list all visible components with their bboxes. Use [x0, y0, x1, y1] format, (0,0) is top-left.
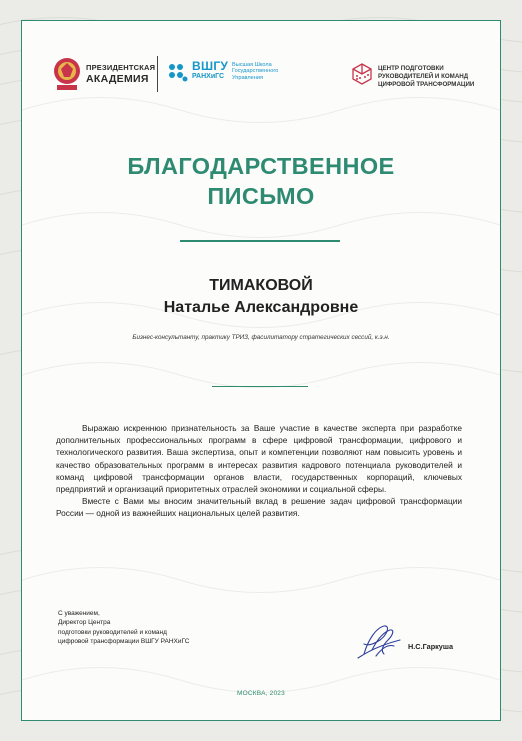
presidential-academy-logo: [52, 55, 156, 97]
section-divider: [212, 386, 308, 387]
center-line2: РУКОВОДИТЕЛЕЙ И КОМАНД: [378, 72, 469, 80]
signature-block: [58, 609, 189, 646]
center-line1: ЦЕНТР ПОДГОТОВКИ: [378, 65, 444, 72]
vshgu-full-line3: Управления: [232, 74, 264, 81]
title-divider: [180, 240, 340, 242]
center-cube-icon: [350, 62, 374, 86]
vshgu-full-name: [232, 62, 292, 81]
body-paragraph-1: Выражаю искреннюю признательность за Ваше участие в качестве эксперта при разработке дополнительных профессиональных программ в сфере цифровой трансформации, цифрового и технологического развития. Ваша экспертиза, опыт и компетенции позволяют нам повысить уровень и качество образовательных программ в интересах развития кадрового потенциала руководителей и команд цифровой трансформации органов власти, государственных корпораций, ключевых предприятий и организаций приоритетных отраслей экономики и социальной сферы.: [56, 423, 462, 495]
sign-line2: Директор Центра: [58, 619, 111, 627]
logo-divider: [157, 56, 158, 92]
sign-line4: цифровой трансформации ВШГУ РАНХиГС: [58, 637, 190, 645]
document-title: [21, 151, 501, 211]
body-paragraph-2: Вместе с Вами мы вносим значительный вклад в решение задач цифровой трансформации России — одной из важнейших национальных целей развития.: [56, 496, 462, 519]
presidential-line2: АКАДЕМИЯ: [86, 72, 149, 85]
recipient-name: Наталье Александровне: [163, 299, 359, 316]
eagle-emblem-icon: [52, 55, 82, 95]
letter-body: [56, 422, 462, 520]
vshgu-full-line2: Государственного: [232, 68, 279, 75]
vshgu-abbr2: РАНХиГС: [192, 73, 225, 80]
vshgu-abbr1: ВШГУ: [192, 59, 229, 73]
vshgu-full-line1: Высшая Школа: [232, 62, 272, 68]
sign-line1: С уважением,: [58, 610, 100, 617]
center-line3: ЦИФРОВОЙ ТРАНСФОРМАЦИИ: [378, 80, 475, 88]
title-line1: БЛАГОДАРСТВЕННОЕ: [127, 153, 395, 179]
sign-line3: подготовки руководителей и команд: [58, 628, 167, 636]
title-line2: ПИСЬМО: [207, 183, 315, 209]
signer-name: Н.С.Гаркуша: [408, 642, 453, 651]
center-logo: [350, 62, 480, 92]
handwritten-signature: [354, 620, 404, 662]
vshgu-dots-icon: [168, 63, 188, 83]
vshgu-logo: [168, 60, 288, 90]
recipient-surname: ТИМАКОВОЙ: [209, 277, 313, 294]
recipient-role: Бизнес-консультанту, практику ТРИЗ, фасилитатору стратегических сессий, к.э.н.: [132, 334, 390, 341]
presidential-line1: ПРЕЗИДЕНТСКАЯ: [86, 63, 156, 72]
footer-city-year: МОСКВА, 2023: [237, 690, 285, 697]
